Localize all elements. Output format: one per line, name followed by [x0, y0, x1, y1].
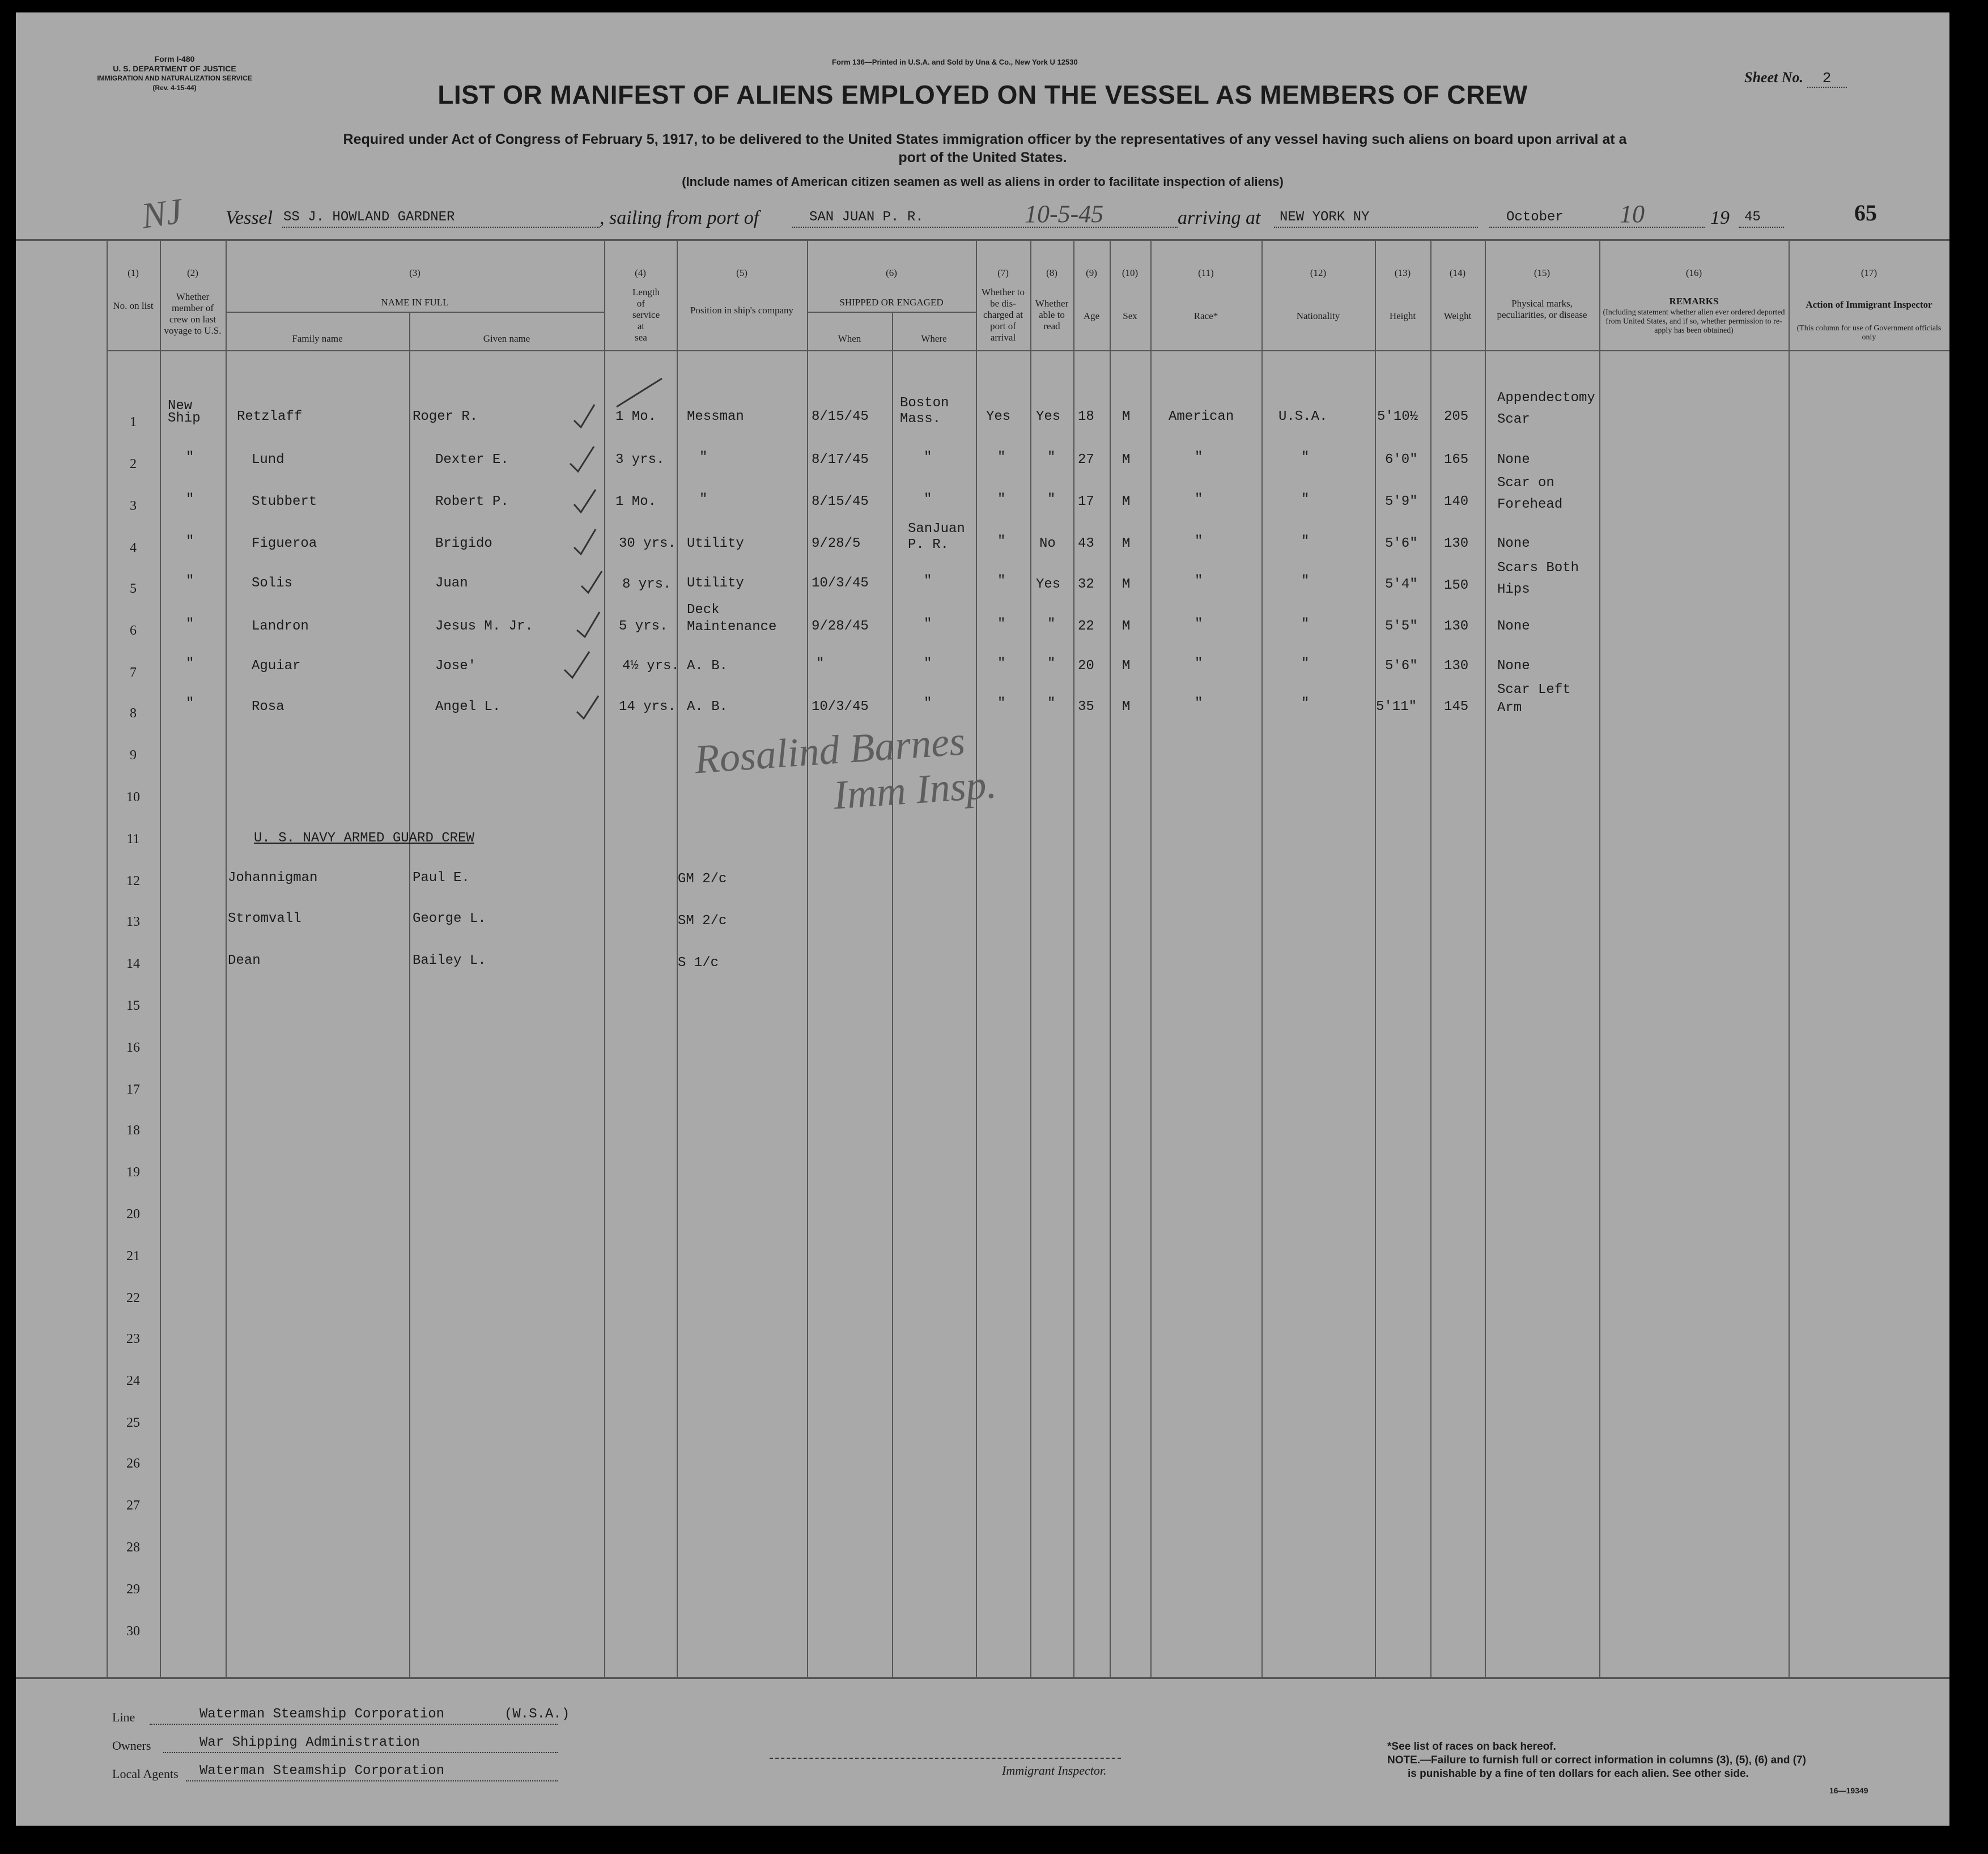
row-number: 25 — [126, 1415, 140, 1430]
nationality: " — [1301, 450, 1310, 465]
position: A. B. — [687, 699, 728, 715]
owners-label: Owners — [112, 1738, 151, 1753]
discharged: Yes — [986, 409, 1011, 424]
col11-header: Race* — [1193, 311, 1218, 321]
col4-number: (4) — [635, 267, 646, 278]
given-name: Angel L. — [435, 699, 501, 715]
row-number: 27 — [126, 1498, 140, 1513]
row-number: 13 — [126, 915, 140, 929]
family-name: Stubbert — [252, 494, 317, 509]
agents-value: Waterman Steamship Corporation — [199, 1763, 445, 1779]
family-name: Figueroa — [252, 536, 317, 551]
family-name: Stromvall — [228, 911, 301, 926]
shipped-when: 9/28/45 — [812, 619, 869, 634]
able-to-read: " — [1047, 696, 1056, 711]
height: 5'5" — [1385, 619, 1418, 634]
row-number: 11 — [126, 832, 140, 847]
physical-marks: None — [1497, 536, 1530, 551]
service-length: 14 yrs. — [619, 699, 676, 715]
given-name: Roger R. — [413, 409, 478, 424]
col15-header: Physical marks, peculiarities, or disease — [1497, 298, 1587, 320]
physical-marks: None — [1497, 658, 1530, 674]
race: " — [1195, 573, 1203, 589]
race: " — [1195, 534, 1203, 549]
arrival-month: October — [1506, 210, 1564, 225]
col1-header: No. on list — [113, 300, 154, 311]
family-name: Johannigman — [228, 870, 318, 886]
service-length: 30 yrs. — [619, 536, 676, 551]
col3a-header: Family name — [292, 333, 343, 344]
physical-marks: None — [1497, 452, 1530, 467]
col2-header: Whether member of crew on last voyage to U.S. — [164, 291, 222, 336]
race: " — [1195, 450, 1203, 465]
col16-number: (16) — [1685, 267, 1702, 278]
sex: M — [1122, 619, 1131, 634]
col5-number: (5) — [736, 267, 747, 278]
shipped-when: 10/3/45 — [812, 576, 869, 591]
able-to-read: " — [1047, 450, 1056, 465]
form-number: Form I-480 — [154, 54, 195, 63]
discharged: " — [997, 696, 1006, 711]
family-name: Rosa — [252, 699, 284, 715]
position: A. B. — [687, 658, 728, 674]
line-underline — [150, 1724, 558, 1725]
page-number: 65 — [1854, 200, 1877, 226]
row-number: 5 — [130, 581, 137, 596]
given-name: George L. — [413, 911, 486, 926]
shipped-where: " — [924, 450, 932, 465]
row-number: 18 — [126, 1123, 140, 1138]
inspector-signature-line — [770, 1758, 1121, 1759]
weight: 130 — [1444, 658, 1469, 674]
handwritten-initials: NJ — [139, 190, 185, 236]
position: GM 2/c — [678, 871, 727, 887]
shipped-where: " — [924, 616, 932, 632]
shipped-where: " — [924, 696, 932, 711]
inspector-label: Immigrant Inspector. — [1002, 1763, 1107, 1778]
row-number: 15 — [126, 998, 140, 1013]
physical-marks: Scar Left Arm — [1497, 682, 1571, 716]
row-number: 29 — [126, 1582, 140, 1597]
row-number: 30 — [126, 1624, 140, 1639]
last-voyage: " — [186, 492, 194, 507]
discharged: " — [997, 656, 1006, 671]
service-length: 1 Mo. — [615, 409, 657, 424]
age: 17 — [1078, 494, 1094, 509]
shipped-when: 10/3/45 — [812, 699, 869, 715]
able-to-read: " — [1047, 656, 1056, 671]
age: 27 — [1078, 452, 1094, 467]
shipped-where: SanJuan P. R. — [908, 521, 965, 552]
row-number: 3 — [130, 499, 137, 513]
row-number: 28 — [126, 1540, 140, 1555]
last-voyage: " — [186, 534, 194, 549]
discharged: " — [997, 616, 1006, 632]
penalty-note-2: is punishable by a fine of ten dollars for each alien. See other side. — [1408, 1768, 1749, 1780]
row-number: 22 — [126, 1291, 140, 1306]
col12-number: (12) — [1310, 267, 1327, 278]
crew-table — [16, 239, 1949, 1677]
vessel-label: Vessel — [226, 207, 273, 228]
height: 5'11" — [1376, 699, 1417, 715]
row-number: 20 — [126, 1207, 140, 1222]
date-underline — [1489, 227, 1705, 228]
given-name: Brigido — [435, 536, 492, 551]
row-number: 4 — [130, 541, 137, 555]
race: " — [1195, 696, 1203, 711]
given-name: Jose' — [435, 658, 477, 674]
shipped-where: " — [924, 656, 932, 671]
weight: 140 — [1444, 494, 1469, 509]
position: " — [699, 492, 708, 507]
row-number: 14 — [126, 956, 140, 971]
row-number: 8 — [130, 706, 137, 721]
age: 43 — [1078, 536, 1094, 551]
col4-header: Length of service at sea — [632, 287, 660, 343]
physical-marks: Scar on Forehead — [1497, 475, 1563, 512]
row-number: 24 — [126, 1374, 140, 1388]
last-voyage: " — [186, 450, 194, 465]
col17-subheader: (This column for use of Government officials only — [1796, 324, 1942, 342]
sex: M — [1122, 536, 1131, 551]
arrival-year: 45 — [1744, 210, 1761, 225]
race: American — [1169, 409, 1234, 424]
discharged: " — [997, 573, 1006, 589]
position: " — [699, 450, 708, 465]
nationality: " — [1301, 616, 1310, 632]
sailing-underline — [792, 227, 1178, 228]
sheet-label: Sheet No. — [1744, 69, 1803, 86]
shipped-when: 8/17/45 — [812, 452, 869, 467]
row-number: 26 — [126, 1456, 140, 1471]
given-name: Dexter E. — [435, 452, 509, 467]
col9-header: Age — [1083, 311, 1100, 321]
page-title: LIST OR MANIFEST OF ALIENS EMPLOYED ON THE VESSEL AS MEMBERS OF CREW — [437, 80, 1528, 109]
height: 5'6" — [1385, 536, 1418, 551]
row-number: 1 — [130, 415, 137, 430]
vessel-name: SS J. HOWLAND GARDNER — [283, 210, 455, 225]
family-name: Dean — [228, 953, 261, 968]
printer-line: Form 136—Printed in U.S.A. and Sold by Una & Co., New York U 12530 — [832, 58, 1078, 66]
age: 22 — [1078, 619, 1094, 634]
penalty-note-1: NOTE.—Failure to furnish full or correct information in columns (3), (5), (6) and (7) — [1387, 1754, 1806, 1766]
given-name: Juan — [435, 576, 468, 591]
given-name: Bailey L. — [413, 953, 486, 968]
age: 20 — [1078, 658, 1094, 674]
position: Utility — [687, 576, 744, 591]
sex: M — [1122, 409, 1131, 424]
col3-number: (3) — [409, 267, 420, 278]
shipped-where: " — [924, 492, 932, 507]
row-number: 23 — [126, 1332, 140, 1346]
position: S 1/c — [678, 955, 719, 971]
subtitle-line-3: (Include names of American citizen seamen as well as aliens in order to facilitate inspection of aliens) — [682, 175, 1284, 189]
footer — [16, 1690, 1949, 1826]
discharged: " — [997, 492, 1006, 507]
age: 18 — [1078, 409, 1094, 424]
col5-header: Position in ship's company — [690, 305, 794, 316]
able-to-read: Yes — [1036, 577, 1061, 592]
col10-header: Sex — [1123, 311, 1137, 321]
signature-line-2: Imm Insp. — [832, 761, 998, 818]
given-name: Paul E. — [413, 870, 470, 886]
sail-date: 10-5-45 — [1025, 200, 1104, 228]
height: 5'4" — [1385, 577, 1418, 592]
col3-header: NAME IN FULL — [381, 297, 449, 308]
last-voyage: " — [186, 616, 194, 632]
height: 5'9" — [1385, 494, 1418, 509]
height: 6'0" — [1385, 452, 1418, 467]
service-length: 4½ yrs. — [622, 658, 679, 674]
family-name: Lund — [252, 452, 284, 467]
physical-marks: Scars Both Hips — [1497, 560, 1579, 597]
shipped-where: " — [924, 573, 932, 589]
sheet-number: 2 — [1807, 70, 1847, 88]
age: 35 — [1078, 699, 1094, 715]
department: U. S. DEPARTMENT OF JUSTICE — [113, 64, 236, 73]
weight: 130 — [1444, 536, 1469, 551]
col13-number: (13) — [1394, 267, 1411, 278]
last-voyage: " — [186, 656, 194, 671]
row-number: 21 — [126, 1249, 140, 1264]
last-voyage: " — [186, 696, 194, 711]
col8-number: (8) — [1046, 267, 1057, 278]
nationality: U.S.A. — [1278, 409, 1328, 424]
row-number: 2 — [130, 457, 137, 471]
service-length: 3 yrs. — [615, 452, 665, 467]
col1-number: (1) — [128, 267, 139, 278]
owners-underline — [163, 1752, 558, 1753]
manifest-sheet — [16, 12, 1949, 1826]
row-number: 16 — [126, 1040, 140, 1055]
weight: 205 — [1444, 409, 1469, 424]
col7-number: (7) — [997, 267, 1009, 278]
col6-header: SHIPPED OR ENGAGED — [839, 297, 944, 308]
arriving-underline — [1274, 227, 1478, 228]
sex: M — [1122, 452, 1131, 467]
year-prefix: 19 — [1710, 207, 1730, 228]
service-length: 5 yrs. — [619, 619, 668, 634]
sex: M — [1122, 699, 1131, 715]
height: 5'6" — [1385, 658, 1418, 674]
weight: 130 — [1444, 619, 1469, 634]
line-value: Waterman Steamship Corporation — [199, 1707, 445, 1722]
race: " — [1195, 656, 1203, 671]
family-name: Retzlaff — [237, 409, 303, 424]
form-code: 16—19349 — [1829, 1786, 1868, 1795]
physical-marks: Appendectomy Scar — [1497, 390, 1595, 427]
revision: (Rev. 4-15-44) — [152, 84, 197, 92]
table-bottom-rule — [16, 1677, 1949, 1679]
height: 5'10½ — [1377, 409, 1418, 424]
line-label: Line — [112, 1710, 135, 1724]
col16-header: REMARKS — [1669, 296, 1719, 307]
position: Deck Maintenance — [687, 602, 777, 635]
row-number: 10 — [126, 790, 140, 805]
race-note: *See list of races on back hereof. — [1387, 1741, 1556, 1753]
owners-value: War Shipping Administration — [199, 1735, 420, 1750]
able-to-read: No — [1039, 536, 1056, 551]
discharged: " — [997, 534, 1006, 549]
col17-header: Action of Immigrant Inspector — [1806, 299, 1932, 310]
weight: 145 — [1444, 699, 1469, 715]
age: 32 — [1078, 577, 1094, 592]
able-to-read: " — [1047, 492, 1056, 507]
col3b-header: Given name — [483, 333, 530, 344]
col7-header: Whether to be dis-charged at port of arrival — [982, 287, 1025, 343]
col17-number: (17) — [1860, 267, 1877, 278]
service-length: 8 yrs. — [622, 577, 672, 592]
position: SM 2/c — [678, 913, 727, 929]
shipped-when: " — [816, 656, 825, 671]
shipped-where: Boston Mass. — [900, 396, 949, 427]
row-number: 7 — [130, 665, 137, 680]
weight: 165 — [1444, 452, 1469, 467]
nationality: " — [1301, 656, 1310, 671]
row-number: 19 — [126, 1165, 140, 1180]
col13-header: Height — [1389, 311, 1416, 321]
service-name: IMMIGRATION AND NATURALIZATION SERVICE — [97, 74, 252, 82]
able-to-read: Yes — [1036, 409, 1061, 424]
col15-number: (15) — [1534, 267, 1551, 278]
sex: M — [1122, 494, 1131, 509]
agents-underline — [186, 1780, 558, 1781]
vessel-underline — [282, 227, 600, 228]
year-underline — [1739, 227, 1784, 228]
physical-marks: None — [1497, 619, 1530, 634]
signature-line-1: Rosalind Barnes — [693, 718, 967, 783]
arrival-day: 10 — [1620, 200, 1645, 228]
subtitle-line-2: port of the United States. — [898, 150, 1067, 165]
line-extra: (W.S.A.) — [504, 1707, 570, 1722]
nationality: " — [1301, 696, 1310, 711]
col11-number: (11) — [1198, 267, 1214, 278]
check-marks — [16, 239, 1949, 749]
position: Utility — [687, 536, 744, 551]
col14-header: Weight — [1443, 311, 1472, 321]
discharged: " — [997, 450, 1006, 465]
sex: M — [1122, 577, 1131, 592]
col12-header: Nationality — [1296, 311, 1340, 321]
race: " — [1195, 616, 1203, 632]
col6b-header: Where — [921, 333, 947, 344]
col2-number: (2) — [187, 267, 198, 278]
family-name: Solis — [252, 576, 293, 591]
family-name: Landron — [252, 619, 309, 634]
shipped-when: 8/15/45 — [812, 409, 869, 424]
arriving-port: NEW YORK NY — [1280, 210, 1370, 225]
sailing-port: SAN JUAN P. R. — [809, 210, 924, 225]
col14-number: (14) — [1449, 267, 1466, 278]
family-name: Aguiar — [252, 658, 301, 674]
sailing-label: , sailing from port of — [600, 207, 759, 228]
navy-heading: U. S. NAVY ARMED GUARD CREW — [254, 831, 474, 846]
sex: M — [1122, 658, 1131, 674]
last-voyage: " — [186, 573, 194, 589]
shipped-when: 9/28/5 — [812, 536, 861, 551]
col8-header: Whether able to read — [1035, 298, 1069, 331]
nationality: " — [1301, 492, 1310, 507]
check-mark-icon — [564, 379, 665, 718]
service-length: 1 Mo. — [615, 494, 657, 509]
shipped-when: 8/15/45 — [812, 494, 869, 509]
col6-number: (6) — [886, 267, 897, 278]
col6a-header: When — [838, 333, 861, 344]
race: " — [1195, 492, 1203, 507]
col10-number: (10) — [1122, 267, 1139, 278]
given-name: Robert P. — [435, 494, 509, 509]
last-voyage: New Ship — [168, 398, 201, 426]
position: Messman — [687, 409, 744, 424]
row-number: 6 — [130, 623, 137, 638]
given-name: Jesus M. Jr. — [435, 619, 533, 634]
row-number: 9 — [130, 748, 137, 763]
row-number: 12 — [126, 874, 140, 888]
row-number: 17 — [126, 1082, 140, 1097]
agents-label: Local Agents — [112, 1767, 179, 1781]
arriving-label: arriving at — [1178, 207, 1261, 228]
able-to-read: " — [1047, 616, 1056, 632]
weight: 150 — [1444, 578, 1469, 593]
subtitle-line-1: Required under Act of Congress of February 5, 1917, to be delivered to the United States immigration officer by the representatives of any vessel having such aliens on board upon arrival at a — [343, 131, 1627, 147]
nationality: " — [1301, 534, 1310, 549]
nationality: " — [1301, 573, 1310, 589]
col9-number: (9) — [1086, 267, 1097, 278]
col16-subheader: (Including statement whether alien ever ordered deported from United States, and if so, whether permission to re-apply has been obtained) — [1603, 308, 1785, 335]
